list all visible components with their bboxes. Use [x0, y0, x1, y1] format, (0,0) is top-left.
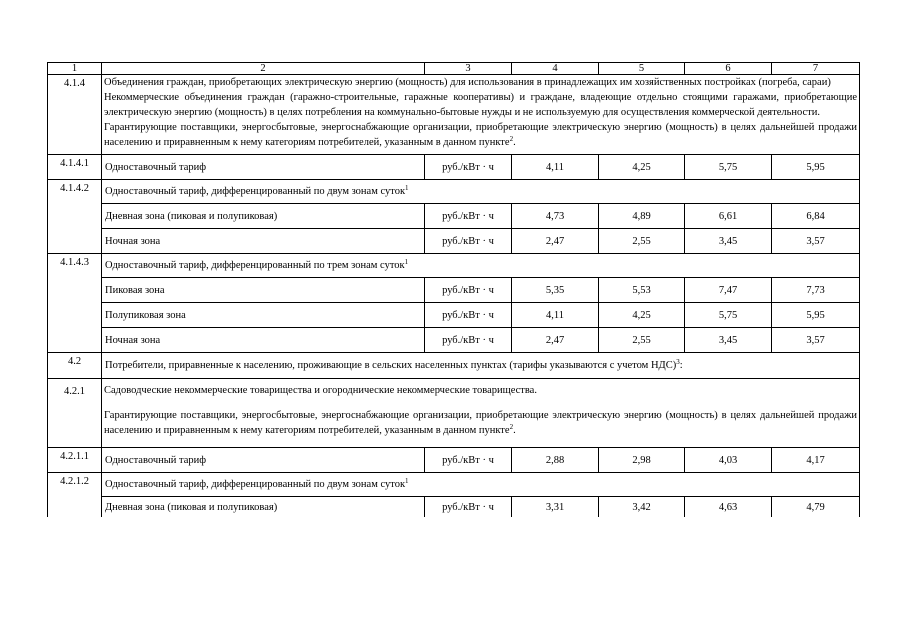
tariff-label: Полупиковая зона — [102, 303, 425, 328]
row-code: 4.1.4.3 — [48, 254, 102, 353]
tariff-row — [48, 497, 860, 518]
row-code: 4.1.4 — [48, 75, 102, 155]
tariff-row — [48, 204, 860, 229]
value-cell: 5,95 — [772, 303, 860, 328]
row-code: 4.2 — [48, 353, 102, 379]
tariff-table — [47, 62, 860, 517]
subsection-title: Одноставочный тариф, дифференцированный по двум зонам суток$^1$ — [102, 473, 860, 497]
value-cell: 3,45 — [685, 328, 772, 353]
tariff-row — [48, 328, 860, 353]
value-cell: 2,88 — [512, 448, 599, 473]
tariff-label: Дневная зона (пиковая и полупиковая) — [102, 497, 425, 518]
paragraph-end: . — [513, 137, 516, 148]
value-cell: 3,45 — [685, 229, 772, 254]
subsection-row — [48, 254, 860, 278]
tariff-row — [48, 448, 860, 473]
column-number: 2 — [102, 63, 425, 75]
column-number: 7 — [772, 63, 860, 75]
column-number: 6 — [685, 63, 772, 75]
subsection-title: Одноставочный тариф, дифференцированный по двум зонам суток$^1$ — [102, 180, 860, 204]
subsection-title: Одноставочный тариф, дифференцированный по трем зонам суток$^1$ — [102, 254, 860, 278]
paragraph: Некоммерческие объединения граждан (гаражно-строительные, гаражные кооперативы) и граждане, владеющие отдельно стоящими гаражами, приобретающие электрическую энергию (мощность) в целях потребления на коммунально-бытовые нужды и не используемую для осуществления коммерческой деятельности. — [104, 92, 857, 118]
footnote-ref: 2 — [509, 135, 514, 143]
value-cell: 5,35 — [512, 278, 599, 303]
value-cell: 4,73 — [512, 204, 599, 229]
section-title: Потребители, приравненные к населению, проживающие в сельских населенных пунктах (тарифы указываются с учетом НДС)$^3$: — [102, 353, 860, 379]
value-cell: 4,25 — [599, 303, 685, 328]
unit: руб./кВт · ч — [425, 303, 512, 328]
row-code: 4.1.4.1 — [48, 155, 102, 180]
tariff-table-page — [47, 62, 859, 517]
section-text — [102, 379, 860, 448]
tariff-row — [48, 278, 860, 303]
value-cell: 5,75 — [685, 155, 772, 180]
footnote-ref: 3 — [676, 358, 680, 366]
value-cell: 4,25 — [599, 155, 685, 180]
subsection-row — [48, 180, 860, 204]
value-cell: 2,47 — [512, 328, 599, 353]
footnote-ref: 2 — [509, 423, 514, 431]
tariff-row — [48, 229, 860, 254]
value-cell: 4,79 — [772, 497, 860, 518]
value-cell: 4,11 — [512, 303, 599, 328]
value-cell: 4,03 — [685, 448, 772, 473]
tariff-label: Одноставочный тариф — [102, 155, 425, 180]
paragraph-text: Гарантирующие поставщики, энергосбытовые, энергоснабжающие организации, приобретающие электрическую энергию (мощность) в целях дальнейшей продажи населению и приравненным к нему категориям потребителей, указанным в данном пункте — [104, 410, 857, 436]
value-cell: 7,47 — [685, 278, 772, 303]
value-cell: 4,11 — [512, 155, 599, 180]
value-cell: 5,53 — [599, 278, 685, 303]
paragraph-text: Гарантирующие поставщики, энергосбытовые, энергоснабжающие организации, приобретающие электрическую энергию (мощность) в целях дальнейшей продажи населению и приравненным к нему категориям потребителей, указанным в данном пункте — [104, 122, 857, 148]
value-cell: 3,42 — [599, 497, 685, 518]
value-cell: 3,57 — [772, 328, 860, 353]
value-cell: 6,84 — [772, 204, 860, 229]
row-code: 4.1.4.2 — [48, 180, 102, 254]
row-code: 4.2.1 — [48, 379, 102, 448]
unit: руб./кВт · ч — [425, 229, 512, 254]
subsection-row — [48, 473, 860, 497]
tariff-label: Ночная зона — [102, 229, 425, 254]
value-cell: 2,55 — [599, 328, 685, 353]
unit: руб./кВт · ч — [425, 328, 512, 353]
value-cell: 4,89 — [599, 204, 685, 229]
section-text — [102, 75, 860, 155]
paragraph: Садоводческие некоммерческие товарищества и огороднические некоммерческие товарищества. — [104, 385, 537, 396]
tariff-label: Ночная зона — [102, 328, 425, 353]
unit: руб./кВт · ч — [425, 497, 512, 518]
unit: руб./кВт · ч — [425, 448, 512, 473]
column-number-row — [48, 63, 860, 75]
value-cell: 4,63 — [685, 497, 772, 518]
value-cell: 2,98 — [599, 448, 685, 473]
value-cell: 3,57 — [772, 229, 860, 254]
tariff-label: Одноставочный тариф — [102, 448, 425, 473]
section-row — [48, 353, 860, 379]
value-cell: 2,55 — [599, 229, 685, 254]
tariff-label: Дневная зона (пиковая и полупиковая) — [102, 204, 425, 229]
paragraph: Объединения граждан, приобретающих электрическую энергию (мощность) для использования в принадлежащих им хозяйственных постройках (погреба, сараи) — [104, 77, 831, 88]
value-cell: 6,61 — [685, 204, 772, 229]
footnote-ref: 1 — [404, 258, 409, 266]
unit: руб./кВт · ч — [425, 155, 512, 180]
value-cell: 2,47 — [512, 229, 599, 254]
row-code: 4.2.1.1 — [48, 448, 102, 473]
footnote-ref: 1 — [405, 477, 409, 485]
value-cell: 5,75 — [685, 303, 772, 328]
paragraph — [102, 120, 859, 150]
tariff-row — [48, 155, 860, 180]
column-number: 4 — [512, 63, 599, 75]
column-number: 5 — [599, 63, 685, 75]
column-number: 3 — [425, 63, 512, 75]
value-cell: 7,73 — [772, 278, 860, 303]
unit: руб./кВт · ч — [425, 204, 512, 229]
value-cell: 3,31 — [512, 497, 599, 518]
row-code: 4.2.1.2 — [48, 473, 102, 518]
unit: руб./кВт · ч — [425, 278, 512, 303]
footnote-ref: 1 — [405, 184, 409, 192]
tariff-label: Пиковая зона — [102, 278, 425, 303]
value-cell: 5,95 — [772, 155, 860, 180]
section-row — [48, 379, 860, 448]
tariff-row — [48, 303, 860, 328]
section-row — [48, 75, 860, 155]
value-cell: 4,17 — [772, 448, 860, 473]
paragraph — [102, 408, 859, 438]
column-number: 1 — [48, 63, 102, 75]
paragraph-end: . — [513, 425, 516, 436]
